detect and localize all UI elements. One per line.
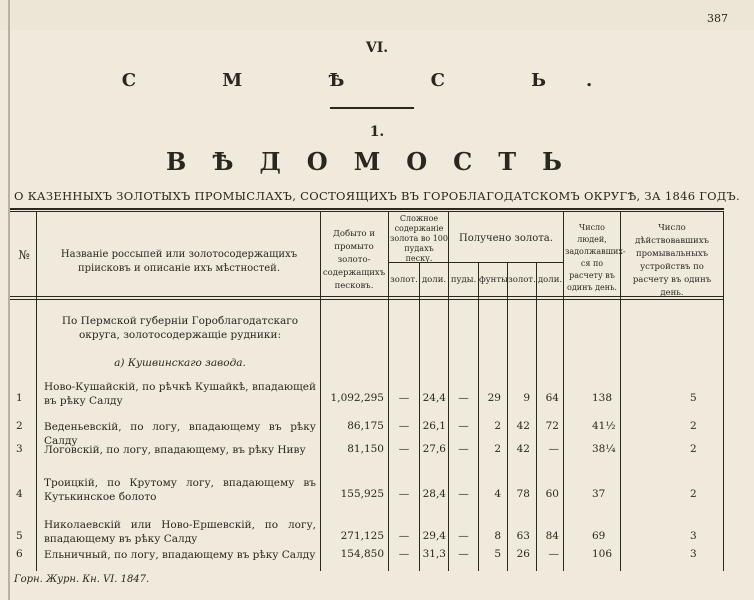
row-mined: 81,150 [347,443,384,455]
section-number: VI. [365,40,389,56]
header-number: № [18,248,30,262]
row-funty: 4 [494,488,501,500]
col-line [388,211,389,571]
row-poods: — [458,488,469,500]
item-number: 1. [369,124,385,140]
row-funty: 5 [494,548,501,560]
row-poods: — [458,443,469,455]
row-workers: 138 [592,392,613,404]
row-devices: 2 [690,443,697,455]
row-name: Ново-Кушайскій, по рѣчкѣ Кушайкѣ, впадающей въ рѣку Салду [44,381,316,407]
col-line [448,211,449,571]
region-label: По Пермской губерніи Гороблагодатскаго округа, золотосодержащіе рудники: [61,315,299,341]
row-number: 5 [16,530,23,542]
row-number: 1 [16,392,23,404]
row-content-zolot: — [398,530,410,542]
row-doli: 84 [545,530,559,542]
row-zolot: 42 [516,420,530,432]
header-zolot: золот. [508,275,536,285]
row-name: Веденьевскій, по логу, впадающему въ рѣку Салду [44,421,316,447]
row-doli: — [548,443,559,455]
row-mined: 86,175 [347,420,384,432]
col-line [507,262,508,571]
row-workers: 106 [592,548,613,560]
col-line [320,211,321,571]
row-number: 6 [16,548,23,560]
row-funty: 8 [494,530,501,542]
row-number: 4 [16,488,23,500]
row-content-zolot: — [398,443,410,455]
row-zolot: 63 [516,530,530,542]
row-content-doli: 31,3 [422,548,446,560]
header-content-zolot: золот. [390,275,418,285]
header-devices: Число дѣйствовавшихъ промывальныхъ устройствъ по расчету въ одинъ день. [632,223,712,298]
row-funty: 29 [487,392,501,404]
row-doli: 72 [545,420,559,432]
row-zolot: 26 [516,548,530,560]
row-content-doli: 27,6 [422,443,446,455]
row-doli: — [548,548,559,560]
row-number: 2 [16,420,23,432]
page-number: 387 [707,12,728,25]
header-content-doli: доли. [421,275,447,285]
row-content-doli: 26,1 [422,420,446,432]
row-zolot: 78 [516,488,530,500]
subregion-label: а) Кушвинскаго завода. [114,357,246,369]
row-poods: — [458,530,469,542]
row-number: 3 [16,443,23,455]
row-doli: 64 [545,392,559,404]
row-mined: 1,092,295 [330,392,384,404]
table-top-rule-thin [10,211,724,212]
title-rule [330,107,414,109]
row-poods: — [458,420,469,432]
header-poods: пуды. [450,275,477,285]
col-line [620,211,621,571]
row-content-doli: 24,4 [422,392,446,404]
row-name: Ельничный, по логу, впадающему въ рѣку Салду [44,549,316,561]
table-top-rule [10,208,724,210]
header-doli: доли. [537,275,563,285]
table-header-rule [10,296,724,297]
row-mined: 155,925 [340,488,384,500]
row-funty: 2 [494,443,501,455]
row-workers: 69 [592,530,606,542]
header-mined: Добыто и промыто золото-содержащихъ песковъ. [322,229,386,291]
row-content-doli: 28,4 [422,488,446,500]
row-devices: 2 [690,420,697,432]
header-received: Получено золота. [459,233,553,244]
row-workers: 38¼ [592,443,616,455]
table-header-rule-thin [10,299,724,300]
row-mined: 271,125 [340,530,384,542]
col-line [723,211,724,571]
row-content-zolot: — [398,548,410,560]
col-line [419,262,420,571]
row-funty: 2 [494,420,501,432]
document-title: ВѢДОМОСТЬ [166,147,588,176]
row-zolot: 9 [523,392,530,404]
page-top-strip [0,0,754,30]
row-poods: — [458,392,469,404]
row-poods: — [458,548,469,560]
row-workers: 37 [592,488,606,500]
row-devices: 3 [690,530,697,542]
document-subtitle: О КАЗЕННЫХЪ ЗОЛОТЫХЪ ПРОМЫСЛАХЪ, СОСТОЯЩИХЪ ВЪ ГОРОБЛАГОДАТСКОМЪ ОКРУГѢ, ЗА 1846 ГОДЪ. [14,189,740,203]
row-content-zolot: — [398,420,410,432]
row-workers: 41½ [592,420,616,432]
row-doli: 60 [545,488,559,500]
header-workers: Число людей, задолжавших-ся по расчету въ одинъ день. [565,223,626,292]
header-funty: фунты [479,275,508,285]
row-mined: 154,850 [340,548,384,560]
row-name: Троицкій, по Крутому логу, впадающему въ Кутькинское болото [44,477,316,503]
row-content-doli: 29,4 [422,530,446,542]
row-zolot: 42 [516,443,530,455]
header-name: Названіе россыпей или золотосодержащихъ пріисковъ и описаніе ихъ мѣстностей. [60,249,298,274]
section-title: С М Ѣ С Ь. [121,70,633,91]
footer-citation: Горн. Журн. Кн. VI. 1847. [14,574,150,585]
col-line [536,262,537,571]
row-devices: 2 [690,488,697,500]
row-devices: 5 [690,392,697,404]
row-name: Логовскій, по логу, впадающему, въ рѣку Ниву [44,444,306,456]
header-content: Сложное содержаніе золота во 100 пудахъ песку. [390,214,448,263]
col-line [36,211,37,571]
row-content-zolot: — [398,392,410,404]
col-line [478,262,479,571]
received-subheader-rule [448,262,563,263]
col-line [563,211,564,571]
row-name: Николаевскій или Ново-Ершевскій, по логу, впадающему въ рѣку Салду [44,519,316,545]
row-devices: 3 [690,548,697,560]
row-content-zolot: — [398,488,410,500]
